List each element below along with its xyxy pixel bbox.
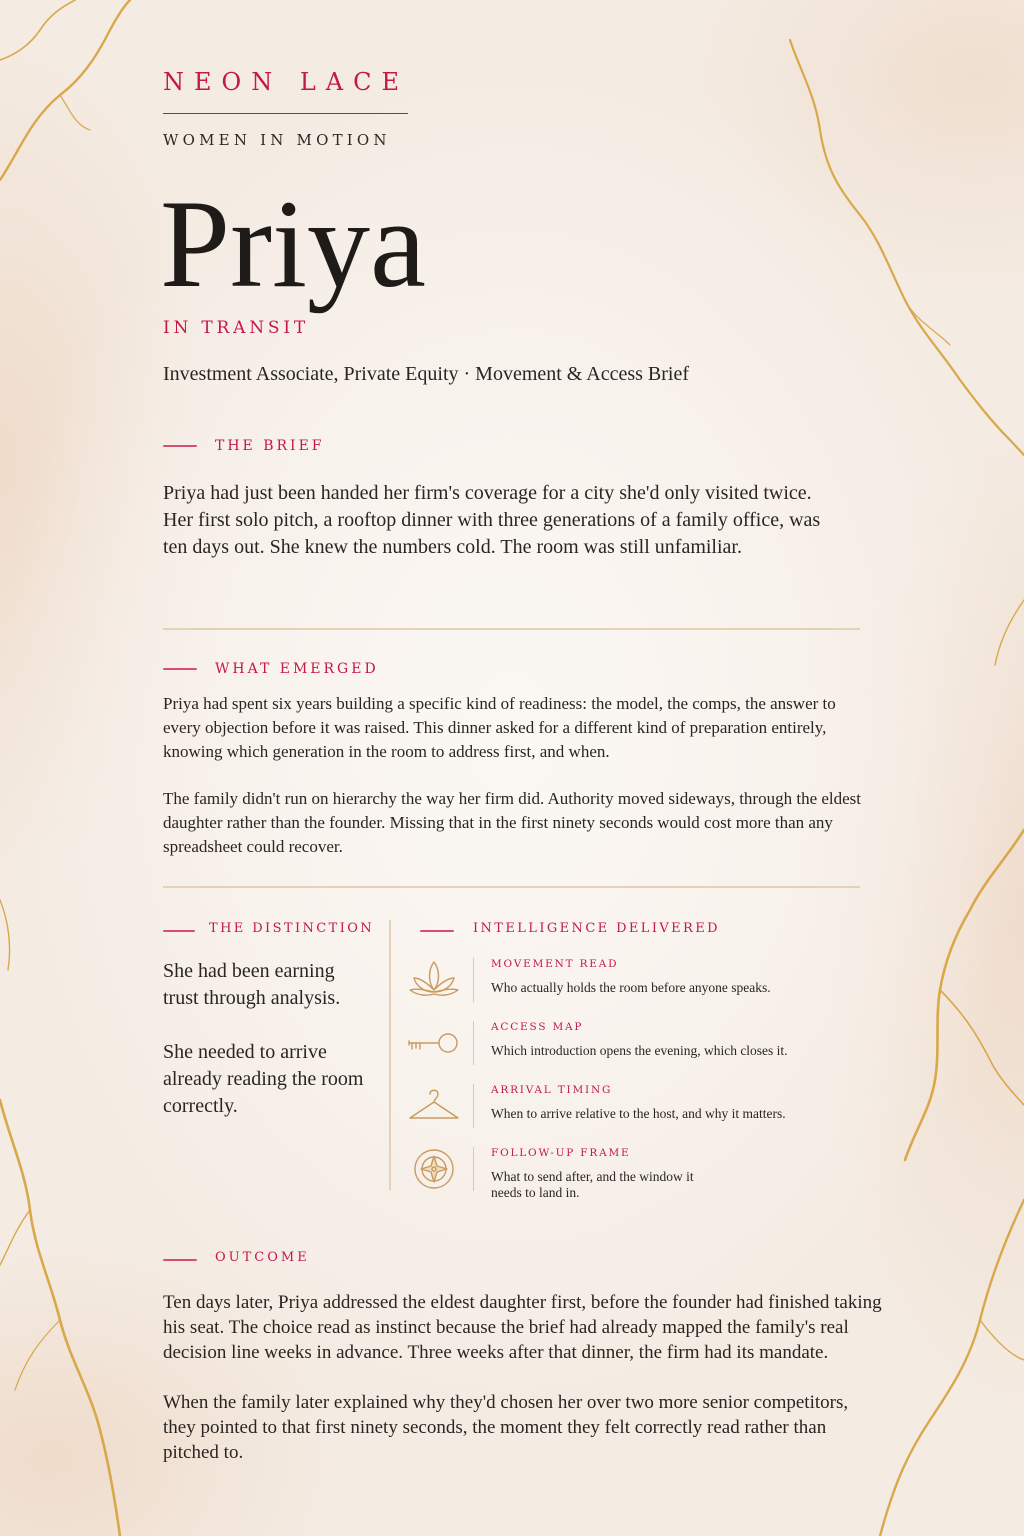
tagline: WOMEN IN MOTION bbox=[163, 131, 391, 149]
compass-icon bbox=[406, 1147, 462, 1195]
intel-separator bbox=[473, 1147, 474, 1191]
profile-role: Investment Associate, Private Equity · Movement & Access Brief bbox=[163, 363, 689, 385]
lotus-icon bbox=[406, 958, 462, 1006]
outcome-label: OUTCOME bbox=[215, 1250, 310, 1265]
intel-item-arrival-timing bbox=[406, 1084, 806, 1144]
distinction-label: THE DISTINCTION bbox=[209, 921, 375, 936]
intel-title: FOLLOW-UP FRAME bbox=[491, 1147, 631, 1159]
section-dash bbox=[163, 445, 197, 447]
intel-separator bbox=[473, 1084, 474, 1128]
brief-label: THE BRIEF bbox=[215, 438, 325, 454]
emerged-paragraph: Priya had spent six years building a specific kind of readiness: the model, the comps, the answer to every objection before it was raised. This dinner asked for a different kind of preparation entirely, knowing which generation in the room to address first, and when. bbox=[163, 694, 836, 761]
intel-title: ARRIVAL TIMING bbox=[491, 1084, 613, 1096]
profile-name: Priya bbox=[160, 175, 426, 314]
intel-separator bbox=[473, 1021, 474, 1065]
hanger-icon bbox=[406, 1084, 462, 1132]
intel-text: Which introduction opens the evening, which closes it. bbox=[491, 1043, 788, 1058]
column-divider bbox=[389, 920, 391, 1190]
intel-item-access-map bbox=[406, 1021, 806, 1081]
intel-item-follow-up-frame bbox=[406, 1147, 806, 1207]
outcome-paragraph: When the family later explained why they'd chosen her over two more senior competitors, they pointed to that first ninety seconds, the moment they felt correctly read rather than pitched to. bbox=[163, 1392, 849, 1463]
section-divider bbox=[163, 628, 860, 630]
emerged-paragraph: The family didn't run on hierarchy the way her firm did. Authority moved sideways, through the eldest daughter rather than the founder. Missing that in the first ninety seconds would cost more than any spreadsheet could recover. bbox=[163, 789, 862, 856]
section-divider bbox=[163, 886, 860, 888]
brief-body: Priya had just been handed her firm's coverage for a city she'd only visited twice. Her first solo pitch, a rooftop dinner with three generations of a family office, was ten days out. She knew the numbers cold. The room was still unfamiliar. bbox=[163, 482, 821, 558]
brand-name: NEON LACE bbox=[163, 68, 409, 96]
distinction-paragraph: She needed to arrive already reading the room correctly. bbox=[163, 1041, 364, 1117]
brand-underline bbox=[163, 113, 408, 114]
intel-title: ACCESS MAP bbox=[491, 1021, 584, 1033]
distinction-body bbox=[163, 958, 373, 1147]
intel-title: MOVEMENT READ bbox=[491, 958, 619, 970]
section-dash bbox=[163, 930, 195, 932]
outcome-body bbox=[163, 1290, 883, 1490]
intel-text: When to arrive relative to the host, and why it matters. bbox=[491, 1106, 786, 1121]
section-dash bbox=[163, 668, 197, 670]
profile-subtitle: IN TRANSIT bbox=[163, 318, 309, 338]
outcome-paragraph: Ten days later, Priya addressed the eldest daughter first, before the founder had finished taking his seat. The choice read as instinct because the brief had already mapped the family's real decision line weeks in advance. Three weeks after that dinner, the firm had its mandate. bbox=[163, 1292, 882, 1363]
intel-text: Who actually holds the room before anyone speaks. bbox=[491, 980, 771, 995]
section-dash bbox=[420, 930, 454, 932]
emerged-body bbox=[163, 692, 863, 882]
key-icon bbox=[406, 1021, 462, 1069]
section-dash bbox=[163, 1259, 197, 1261]
intel-separator bbox=[473, 958, 474, 1002]
intel-item-movement-read bbox=[406, 958, 806, 1018]
distinction-paragraph: She had been earning trust through analysis. bbox=[163, 960, 341, 1009]
emerged-label: WHAT EMERGED bbox=[215, 661, 379, 677]
intel-text: What to send after, and the window it needs to land in. bbox=[491, 1169, 694, 1200]
intelligence-label: INTELLIGENCE DELIVERED bbox=[473, 921, 720, 936]
